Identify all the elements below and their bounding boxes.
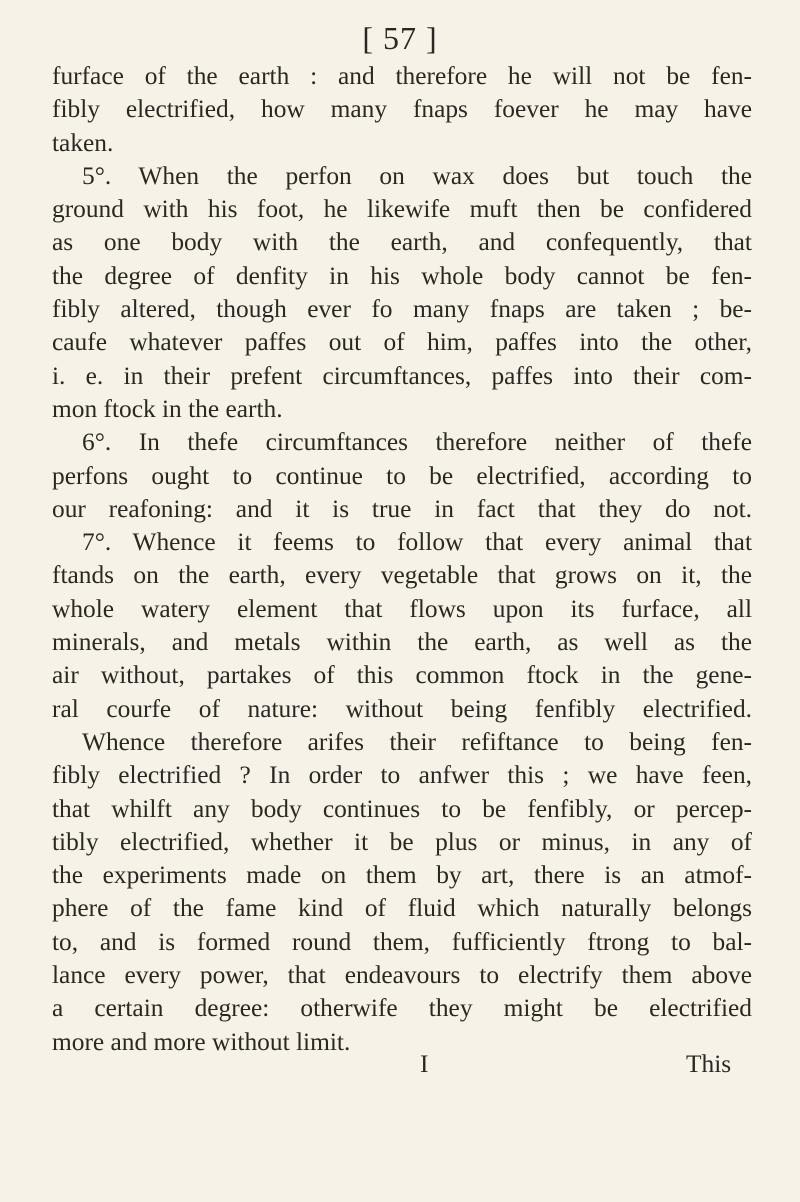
text-line: 7°. Whence it feems to follow that every animal that — [82, 528, 752, 557]
text-line: fibly electrified ? In order to anfwer this ; we have feen, — [52, 761, 752, 790]
text-line: that whilft any body continues to be fenfibly, or percep- — [52, 794, 752, 823]
text-line: caufe whatever paffes out of him, paffes into the other, — [52, 328, 752, 357]
text-line: our reafoning: and it is true in fact that they do not. — [52, 494, 752, 523]
text-line: ral courfe of nature: without being fenfibly electrified. — [52, 694, 752, 723]
text-line: furface of the earth : and therefore he will not be fen- — [52, 62, 752, 90]
page-number: [ 57 ] — [362, 20, 438, 56]
text-line: minerals, and metals within the earth, as well as the — [52, 628, 752, 657]
text-line: the degree of denfity in his whole body cannot be fen- — [52, 261, 752, 290]
text-line: fibly electrified, how many fnaps foever he may have — [52, 95, 752, 124]
text-line: more and more without limit. — [52, 1027, 351, 1056]
text-line: tibly electrified, whether it be plus or minus, in any of — [52, 827, 752, 856]
text-line: air without, partakes of this common ftock in the gene- — [52, 661, 752, 690]
text-line: fibly altered, though ever fo many fnaps are taken ; be- — [52, 295, 752, 324]
text-line: perfons ought to continue to be electrified, according to — [52, 461, 752, 490]
text-line: Whence therefore arifes their refiftance to being fen- — [82, 727, 752, 756]
signature-mark: I — [420, 1050, 429, 1078]
text-line: 6°. In thefe circumftances therefore neither of thefe — [82, 428, 752, 457]
text-line: the experiments made on them by art, there is an atmof- — [52, 861, 752, 890]
text-line: taken. — [52, 128, 114, 157]
text-line: as one body with the earth, and confequently, that — [52, 228, 752, 257]
body-text — [52, 60, 752, 1059]
text-line: phere of the fame kind of fluid which naturally belongs — [52, 894, 752, 923]
text-line: mon ftock in the earth. — [52, 394, 283, 423]
text-line: a certain degree: otherwife they might be electrified — [52, 994, 752, 1023]
text-line: to, and is formed round them, fufficiently ftrong to bal- — [52, 927, 752, 956]
text-line: whole watery element that flows upon its furface, all — [52, 594, 752, 623]
text-line: lance every power, that endeavours to electrify them above — [52, 961, 752, 990]
text-line: i. e. in their prefent circumftances, paffes into their com- — [52, 361, 752, 390]
catchword: This — [686, 1050, 732, 1078]
text-line: ftands on the earth, every vegetable that grows on it, the — [52, 561, 752, 590]
text-line: 5°. When the perfon on wax does but touch the — [82, 161, 752, 190]
text-line: ground with his foot, he likewife muft then be confidered — [52, 195, 752, 224]
